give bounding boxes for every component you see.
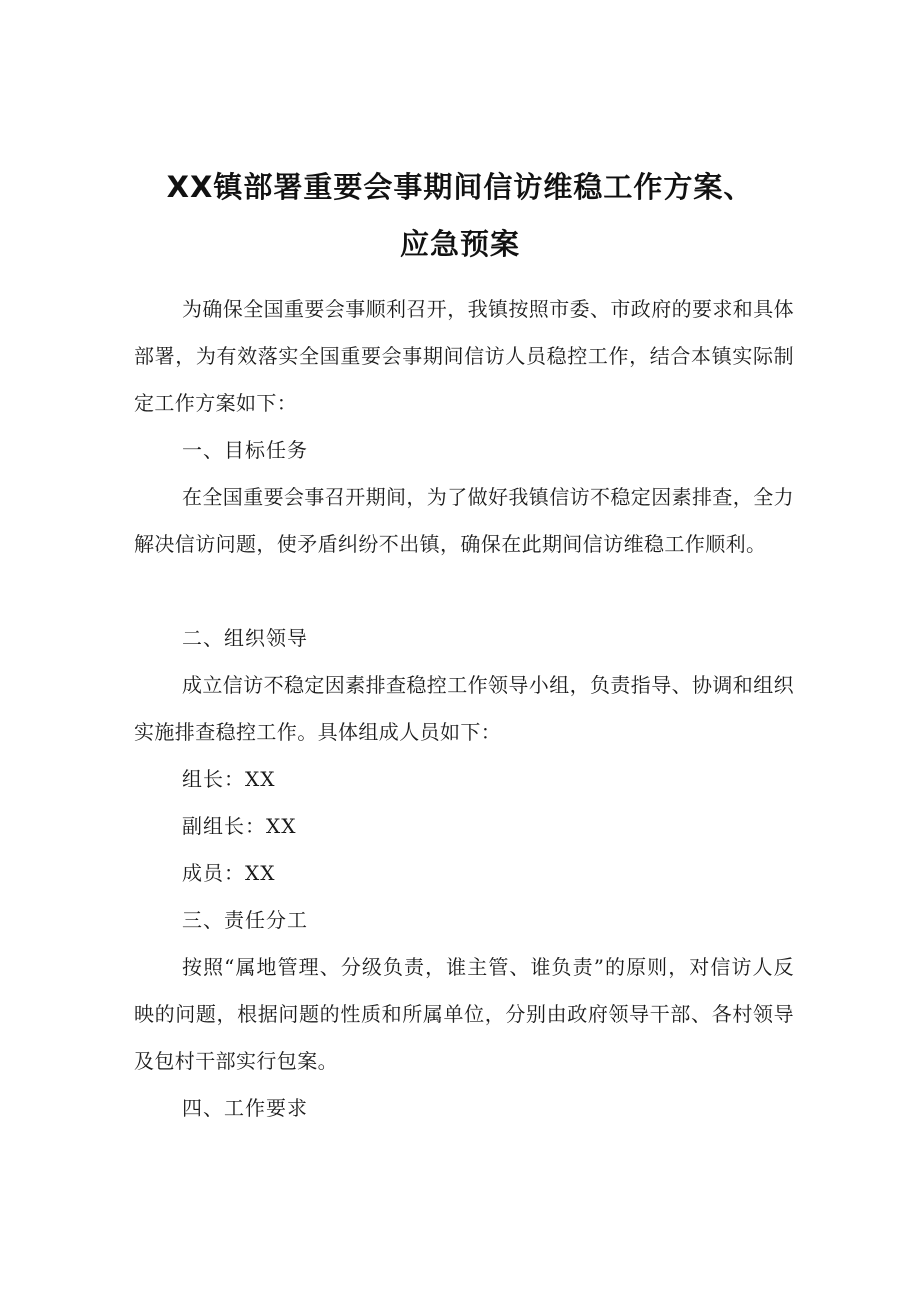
section-heading-objectives: 一、目标任务 [182, 438, 308, 462]
document-title-line-2: 应急预案 [399, 227, 520, 261]
responsibilities-paragraph: 按照“属地管理、分级负责，谁主管、谁负责”的原则，对信访人反映的问题，根据问题的性质和所属单位，分别由政府领导干部、各村领导及包村干部实行包案。 [134, 955, 794, 1073]
section-heading-organization: 二、组织领导 [182, 626, 308, 650]
member-leader: 组长：XX [182, 767, 276, 791]
document-title-line-1: XX镇部署重要会事期间信访维稳工作方案、 [166, 170, 754, 204]
objectives-paragraph: 在全国重要会事召开期间，为了做好我镇信访不稳定因素排查，全力解决信访问题，使矛盾纠纷不出镇，确保在此期间信访维稳工作顺利。 [134, 485, 794, 556]
organization-paragraph: 成立信访不稳定因素排查稳控工作领导小组，负责指导、协调和组织实施排查稳控工作。具体组成人员如下： [134, 673, 794, 744]
member-deputy-leader: 副组长：XX [182, 814, 297, 838]
section-heading-responsibilities: 三、责任分工 [182, 908, 308, 932]
member-members: 成员：XX [182, 861, 276, 885]
section-heading-requirements: 四、工作要求 [182, 1096, 308, 1120]
intro-paragraph: 为确保全国重要会事顺利召开，我镇按照市委、市政府的要求和具体部署，为有效落实全国重要会事期间信访人员稳控工作，结合本镇实际制定工作方案如下： [134, 297, 794, 415]
